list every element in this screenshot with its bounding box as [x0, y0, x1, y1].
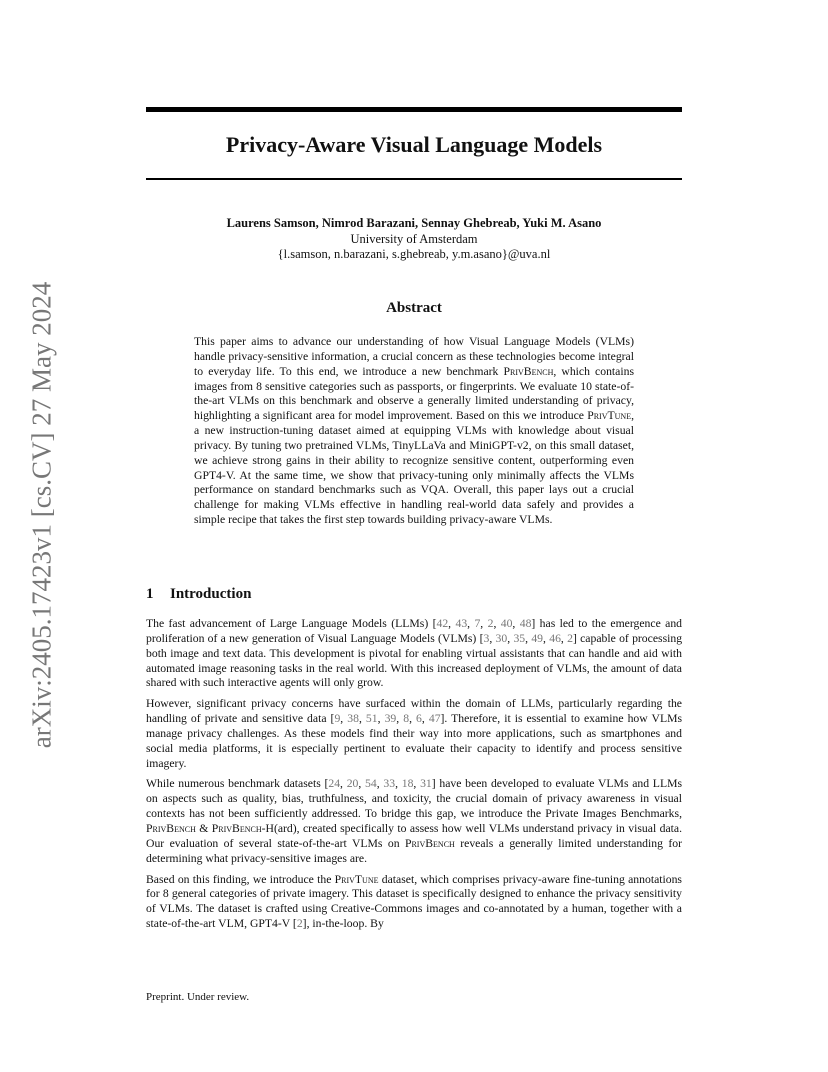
- citation-link[interactable]: 40: [500, 617, 513, 630]
- arxiv-identifier-stamp: [22, 272, 62, 757]
- citation-link[interactable]: 6: [416, 712, 422, 726]
- title-rule-top: [146, 107, 682, 112]
- p3-text-1: While numerous benchmark datasets [: [146, 777, 329, 791]
- p1-text-1: The fast advancement of Large Language Models (LLMs) [: [146, 617, 437, 630]
- p2-text-2: ]. Therefore, it is essential to examine how VLMs manage privacy challenges. As these models find their way into more applications, such as smartphones and social media platforms, it is especially pertinent to evaluate their capacity to identify and process sensitive imagery.: [146, 712, 683, 770]
- p4-text-2: dataset, which comprises privacy-aware fine-tuning annotations for 8 general categories of private imagery. This dataset is specifically designed to enhance the privacy sensitivity of VLMs. The dataset is crafted using Creative-Commons images and co-annotated by a human, together with a state-of-the-art VLM, GPT4-V [: [146, 872, 682, 931]
- section-heading-introduction: [146, 584, 251, 604]
- citation-link[interactable]: 8: [403, 712, 410, 726]
- author-affiliation: University of Amsterdam: [350, 231, 478, 246]
- citation-link[interactable]: 30: [495, 631, 508, 645]
- p4-text-3: ], in-the-loop. By: [302, 917, 384, 931]
- abstract-seg-3: , a new instruction-tuning dataset aimed at equipping VLMs with knowledge about visual privacy. By tuning two pretrained VLMs, TinyLLaVa and MiniGPT-v2, on this small dataset, we achieve strong gains in their ability to recognize sensitive content, outperforming even GPT4-V. At the same time, we show that privacy-tuning only minimally affects the VLMs performance on standard benchmarks such as VQA. Overall, this paper lays out a crucial challenge for making VLMs effective in handling real-world data safely and provides a simple recipe that takes the first step towards building privacy-aware VLMs.: [194, 409, 634, 527]
- p3-text-5: reveals a generally limited understanding for determining what privacy-sensitive images are.: [146, 836, 682, 865]
- title-rule-bottom: [146, 178, 682, 180]
- citation-link[interactable]: 7: [474, 617, 481, 630]
- citation-link[interactable]: 47: [428, 712, 441, 726]
- p3-text-3: &: [195, 821, 212, 835]
- privbench-name: PrivBench: [404, 836, 455, 850]
- abstract-seg-1: This paper aims to advance our understanding of how Visual Language Models (VLMs) handle privacy-sensitive information, a crucial concern as these technologies become integral to everyday life. To this end, we introduce a new benchmark: [194, 335, 634, 378]
- privtune-name: PrivTune: [587, 409, 632, 423]
- preprint-footer: Preprint. Under review.: [146, 991, 250, 1003]
- p1-text-3: ] capable of processing both image and text data. This development is pivotal for enabling virtual assistants that can handle and aid with automated image reasoning tasks in the real world. With this increased deployment of VLMs, the amount of data shared with such interactive agents will only grow.: [146, 631, 683, 690]
- citation-link[interactable]: 2: [567, 631, 573, 645]
- citation-link[interactable]: 54: [365, 777, 377, 791]
- section-number: 1: [146, 586, 154, 602]
- p1-text-2: ] has led to the emergence and proliferation of a new generation of Visual Language Models (VLMs) [: [146, 617, 683, 645]
- citation-link[interactable]: 35: [513, 631, 526, 645]
- paragraph-4: [146, 873, 682, 932]
- citation-link[interactable]: 49: [531, 631, 544, 645]
- citation-link[interactable]: 38: [347, 712, 359, 726]
- privbench-name: PrivBench: [211, 821, 262, 835]
- p2-text-1: However, significant privacy concerns have surfaced within the domain of LLMs, particularly regarding the handling of private and sensitive data [: [146, 697, 682, 726]
- citation-link[interactable]: 2: [296, 917, 303, 931]
- citation-link[interactable]: 20: [346, 777, 359, 791]
- citation-link[interactable]: 31: [420, 777, 432, 791]
- p3-text-2: ] have been developed to evaluate VLMs and LLMs on aspects such as quality, bias, truthfulness, and toxicity, the crucial domain of privacy awareness in visual contexts has not been sufficiently addressed. To bridge this gap, we introduce the Private Images Benchmarks,: [146, 777, 683, 821]
- citation-link[interactable]: 39: [384, 712, 397, 726]
- citation-link[interactable]: 33: [383, 777, 396, 791]
- citation-link[interactable]: 2: [487, 617, 494, 630]
- citation-link[interactable]: 43: [455, 617, 468, 630]
- citation-link[interactable]: 24: [328, 777, 341, 791]
- section-title: Introduction: [170, 586, 252, 602]
- paragraph-3: While numerous benchmark datasets [24, 20, 54, 33, 18, 31] have been developed to evaluate VLMs and LLMs on aspects such as quality, bias, truthfulness, and toxicity, the crucial domain of privacy awareness in visual contexts has not been sufficiently addressed. To bridge this gap, we introduce the Private Images Benchmarks, PrivBench & PrivBench-H(ard), created specifically to assess how well VLMs understand privacy in visual data. Our evaluation of several state-of-the-art VLMs on PrivBench reveals a generally limited understanding for determining what privacy-sensitive images are.: [146, 777, 683, 865]
- citation-link[interactable]: 9: [334, 712, 341, 726]
- paragraph-2: However, significant privacy concerns have surfaced within the domain of LLMs, particularly regarding the handling of private and sensitive data [9, 38, 51, 39, 8, 6, 47]. Therefore, it is essential to examine how VLMs manage privacy challenges. As these models find their way into more applications, such as smartphones and social media platforms, it is especially pertinent to evaluate their capacity to identify and process sensitive imagery.: [146, 697, 683, 770]
- author-emails: {l.samson, n.barazani, s.ghebreab, y.m.asano}@uva.nl: [277, 247, 551, 261]
- abstract-heading: Abstract: [386, 300, 442, 316]
- privbench-name: PrivBench: [146, 821, 196, 835]
- p4-text-1: Based on this finding, we introduce the: [146, 872, 335, 886]
- introduction-body: [146, 617, 682, 938]
- citation-link[interactable]: 48: [519, 617, 532, 630]
- citation-link[interactable]: 3: [483, 631, 490, 645]
- privtune-name: PrivTune: [334, 872, 379, 886]
- abstract-text: [194, 335, 634, 528]
- citation-link[interactable]: 51: [365, 712, 378, 726]
- citation-link[interactable]: 46: [549, 631, 561, 645]
- author-names: Laurens Samson, Nimrod Barazani, Sennay Ghebreab, Yuki M. Asano: [226, 216, 602, 230]
- paragraph-1: The fast advancement of Large Language Models (LLMs) [42, 43, 7, 2, 40, 48] has led to the emergence and proliferation of a new generation of Visual Language Models (VLMs) [3, 30, 35, 49, 46, 2] capable of processing both image and text data. This development is pivotal for enabling virtual assistants that can handle and aid with automated image reasoning tasks in the real world. With this increased deployment of VLMs, the amount of data shared with such interactive agents will only grow.: [146, 617, 683, 690]
- arxiv-identifier-text: arXiv:2405.17423v1 [cs.CV] 27 May 2024: [26, 281, 57, 748]
- privbench-name: PrivBench: [503, 364, 554, 378]
- p3-text-4: -H(ard), created specifically to assess how well VLMs understand privacy in visual data. Our evaluation of several state-of-the-art VLMs on: [146, 821, 682, 850]
- paper-title: Privacy-Aware Visual Language Models: [225, 132, 603, 157]
- citation-link[interactable]: 42: [436, 617, 449, 630]
- citation-link[interactable]: 18: [401, 777, 414, 791]
- abstract-seg-2: , which contains images from 8 sensitive categories such as passports, or fingerprints. We evaluate 10 state-of-the-art VLMs on this benchmark and observe a generally limited understanding of privacy, highlighting a significant area for model improvement. Based on this we introduce: [194, 364, 634, 423]
- author-block: [146, 216, 682, 263]
